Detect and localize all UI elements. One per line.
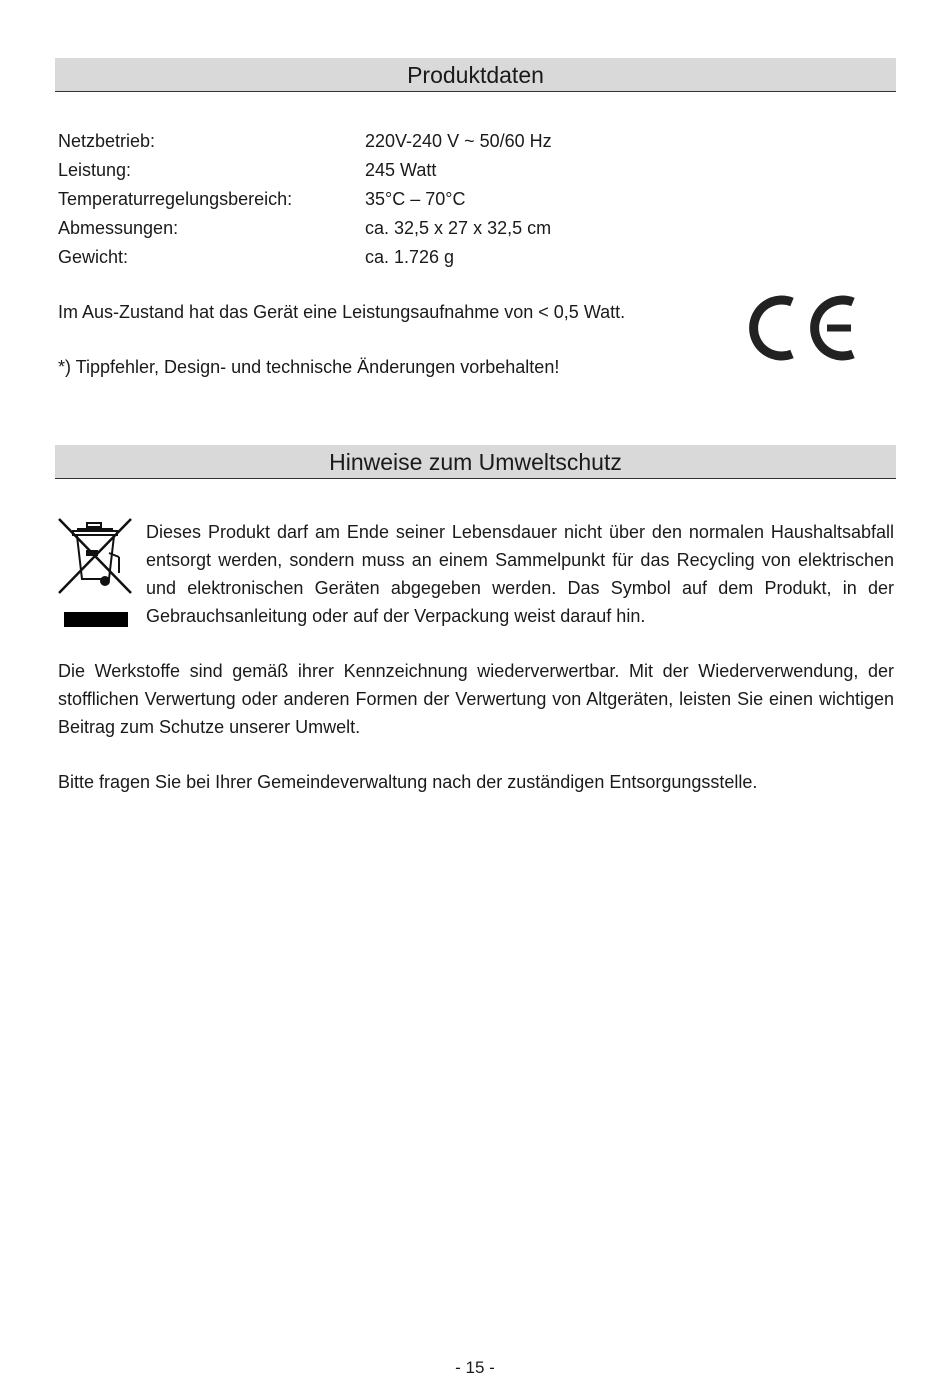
section-title-produktdaten: Produktdaten (55, 58, 896, 92)
spec-value: ca. 32,5 x 27 x 32,5 cm (365, 218, 552, 238)
spec-value: 245 Watt (365, 160, 437, 180)
crossed-out-wheelie-bin-icon (57, 517, 133, 629)
contact-paragraph: Bitte fragen Sie bei Ihrer Gemeindeverwaltung nach der zuständigen Entsorgungsstelle. (58, 772, 758, 792)
spec-label: Netzbetrieb: (58, 131, 156, 151)
disclaimer-note: *) Tippfehler, Design- und technische Änderungen vorbehalten! (58, 357, 560, 377)
spec-value: 35°C – 70°C (365, 189, 466, 209)
spec-label: Abmessungen: (58, 218, 179, 238)
spec-label: Leistung: (58, 160, 132, 180)
disposal-paragraph: Dieses Produkt darf am Ende seiner Lebensdauer nicht über den normalen Haushaltsabfall entsorgt werden, sondern muss an einem Sammelpunkt für das Recycling von elektrischen und elektronischen Geräten abgegeben werden. Das Symbol auf dem Produkt, in der Gebrauchsanleitung oder auf der Verpackung weist darauf hin. (146, 522, 894, 626)
spec-value: ca. 1.726 g (365, 247, 455, 267)
spec-value: 220V-240 V ~ 50/60 Hz (365, 131, 552, 151)
spec-label: Temperaturregelungsbereich: (58, 189, 293, 209)
standby-power-note: Im Aus-Zustand hat das Gerät eine Leistungsaufnahme von < 0,5 Watt. (58, 302, 626, 322)
ce-mark-icon (747, 288, 859, 368)
spec-label: Gewicht: (58, 247, 129, 267)
page-number: - 15 - (455, 1358, 495, 1377)
section-title-umweltschutz: Hinweise zum Umweltschutz (55, 445, 896, 479)
materials-paragraph: Die Werkstoffe sind gemäß ihrer Kennzeichnung wiederverwertbar. Mit der Wiederverwendung, der stofflichen Verwertung oder anderen Formen der Verwertung von Altgeräten, leisten Sie einen wichtigen Beitrag zum Schutze unserer Umwelt. (58, 661, 894, 737)
